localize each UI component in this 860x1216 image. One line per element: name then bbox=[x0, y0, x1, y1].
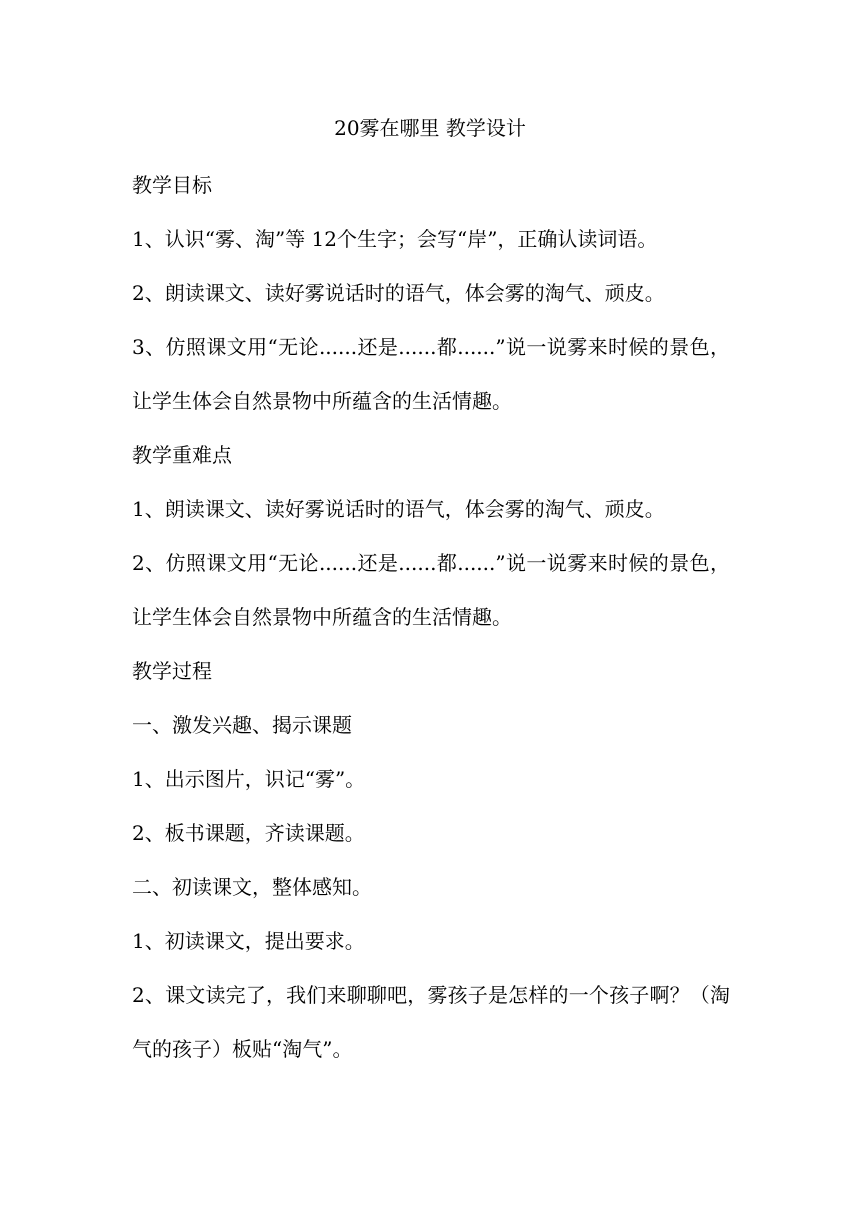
document-body bbox=[132, 171, 730, 1089]
key-point-item-1: 1、朗读课文、读好雾说话时的语气，体会雾的淘气、顽皮。 bbox=[132, 497, 665, 521]
process-step-4: 二、初读课文，整体感知。 bbox=[132, 875, 372, 899]
process-step-5: 1、初读课文，提出要求。 bbox=[132, 929, 365, 953]
process-step-2: 1、出示图片，识记“雾”。 bbox=[132, 767, 366, 791]
goal-item-1: 1、认识“雾、淘”等 12个生字；会写“岸”，正确认读词语。 bbox=[132, 227, 658, 251]
section-heading-goals: 教学目标 bbox=[132, 173, 212, 197]
goal-item-3: 3、仿照课文用“无论......还是......都......”说一说雾来时候的景色，让学生体会自然景物中所蕴含的生活情趣。 bbox=[132, 335, 730, 413]
process-step-3: 2、板书课题，齐读课题。 bbox=[132, 821, 365, 845]
process-step-6: 2、课文读完了，我们来聊聊吧，雾孩子是怎样的一个孩子啊？（淘气的孩子）板贴“淘气”。 bbox=[132, 983, 730, 1061]
key-point-item-2: 2、仿照课文用“无论......还是......都......”说一说雾来时候的景色，让学生体会自然景物中所蕴含的生活情趣。 bbox=[132, 551, 730, 629]
section-heading-process: 教学过程 bbox=[132, 659, 212, 683]
goal-item-2: 2、朗读课文、读好雾说话时的语气，体会雾的淘气、顽皮。 bbox=[132, 281, 665, 305]
document-title: 20雾在哪里 教学设计 bbox=[334, 116, 526, 140]
process-step-1: 一、激发兴趣、揭示课题 bbox=[132, 713, 352, 737]
section-heading-key-points: 教学重难点 bbox=[132, 443, 232, 467]
